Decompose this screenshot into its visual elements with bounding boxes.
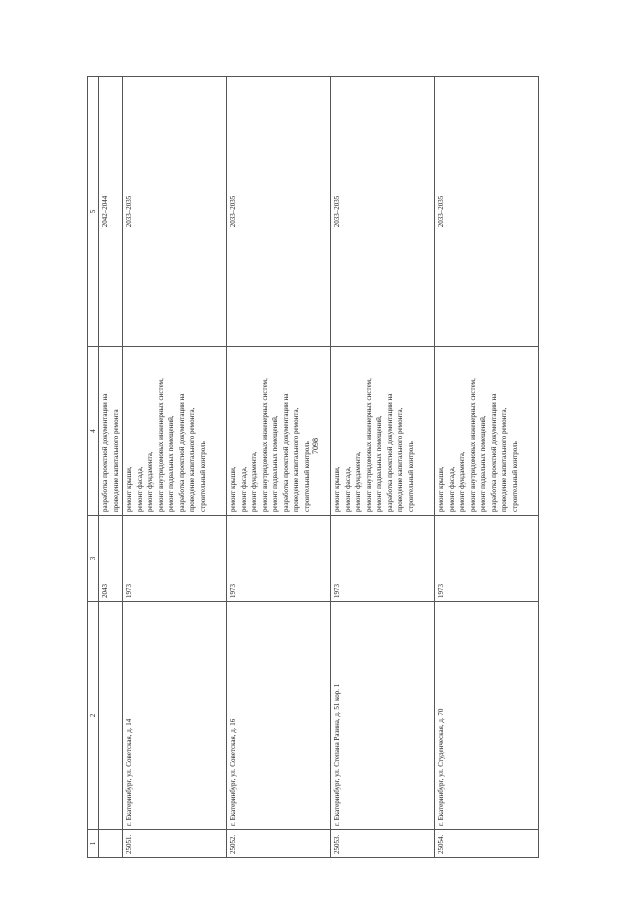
row-address: г. Екатеринбург, ул. Советская, д. 16 xyxy=(227,602,331,830)
column-header: 5 xyxy=(88,77,99,347)
work-item: ремонт фасада, xyxy=(447,466,456,512)
row-works xyxy=(227,347,331,516)
row-year: 1973 xyxy=(435,516,539,602)
work-item: ремонт крыши, xyxy=(125,466,133,512)
work-item: строительный контроль xyxy=(406,441,415,512)
table-row xyxy=(227,77,331,858)
work-item: разработка проектной документации на xyxy=(101,393,109,512)
work-item: ремонт внутридомовых инженерных систем, xyxy=(260,378,269,512)
work-item: разработка проектной документации на xyxy=(177,393,186,512)
work-item: ремонт подвальных помещений, xyxy=(271,415,279,512)
continuation-period-cell: 2042–2044 xyxy=(99,77,123,347)
work-item: разработка проектной документации на xyxy=(489,393,498,512)
row-address: г. Екатеринбург, ул. Степана Разина, д. 51 кор. 1 xyxy=(331,602,435,830)
work-item: ремонт подвальных помещений, xyxy=(375,415,383,512)
work-item: проведение капитального ремонта xyxy=(111,409,120,512)
continuation-works-cell xyxy=(99,347,123,516)
row-period: 2033–2035 xyxy=(123,77,227,347)
continuation-year-cell: 2043 xyxy=(99,516,123,602)
work-item: проведение капитального ремонта, xyxy=(500,407,508,512)
continuation-address-cell xyxy=(99,602,123,830)
column-header: 4 xyxy=(88,347,99,516)
work-item: ремонт внутридомовых инженерных систем, xyxy=(468,378,477,512)
row-period: 2033–2035 xyxy=(435,77,539,347)
row-period: 2033–2035 xyxy=(331,77,435,347)
work-item: строительный контроль xyxy=(510,441,519,512)
row-works xyxy=(123,347,227,516)
table-frame xyxy=(87,77,532,858)
row-year: 1973 xyxy=(331,516,435,602)
continuation-num-cell xyxy=(99,830,123,858)
work-item: ремонт крыши, xyxy=(229,466,237,512)
row-year: 1973 xyxy=(227,516,331,602)
table-row xyxy=(123,77,227,858)
work-item: ремонт крыши, xyxy=(333,466,341,512)
column-header: 3 xyxy=(88,516,99,602)
column-header: 2 xyxy=(88,602,99,830)
work-item: ремонт фасада, xyxy=(239,466,248,512)
row-period: 2033–2035 xyxy=(227,77,331,347)
row-works xyxy=(435,347,539,516)
row-number: 25054. xyxy=(435,830,539,858)
row-number: 25052. xyxy=(227,830,331,858)
work-item: проведение капитального ремонта, xyxy=(188,407,196,512)
row-works xyxy=(331,347,435,516)
work-item: ремонт фасада, xyxy=(343,466,352,512)
page-number: 7098 xyxy=(311,438,320,454)
work-item: разработка проектной документации на xyxy=(281,393,290,512)
row-number: 25051. xyxy=(123,830,227,858)
work-item: разработка проектной документации на xyxy=(385,393,394,512)
work-item: ремонт внутридомовых инженерных систем, xyxy=(364,378,373,512)
row-year: 1973 xyxy=(123,516,227,602)
work-item: ремонт крыши, xyxy=(437,466,445,512)
work-item: строительный контроль xyxy=(198,441,207,512)
work-item: ремонт фасада, xyxy=(135,466,144,512)
work-item: ремонт фундамента, xyxy=(250,451,258,512)
work-item: ремонт фундамента, xyxy=(146,451,154,512)
continuation-row xyxy=(99,77,123,858)
repair-schedule-table xyxy=(87,76,539,858)
column-header: 1 xyxy=(88,830,99,858)
row-address: г. Екатеринбург, ул. Советская, д. 14 xyxy=(123,602,227,830)
work-item: ремонт внутридомовых инженерных систем, xyxy=(156,378,165,512)
work-item: ремонт подвальных помещений, xyxy=(167,415,175,512)
row-number: 25053. xyxy=(331,830,435,858)
table-row xyxy=(331,77,435,858)
work-item: ремонт фундамента, xyxy=(354,451,362,512)
row-address: г. Екатеринбург, ул. Студенческая, д. 70 xyxy=(435,602,539,830)
work-item: проведение капитального ремонта, xyxy=(292,407,300,512)
work-item: строительный контроль xyxy=(302,441,311,512)
column-number-row xyxy=(88,77,99,858)
work-item: ремонт подвальных помещений, xyxy=(479,415,487,512)
work-item: проведение капитального ремонта, xyxy=(396,407,404,512)
work-item: ремонт фундамента, xyxy=(458,451,466,512)
table-row xyxy=(435,77,539,858)
